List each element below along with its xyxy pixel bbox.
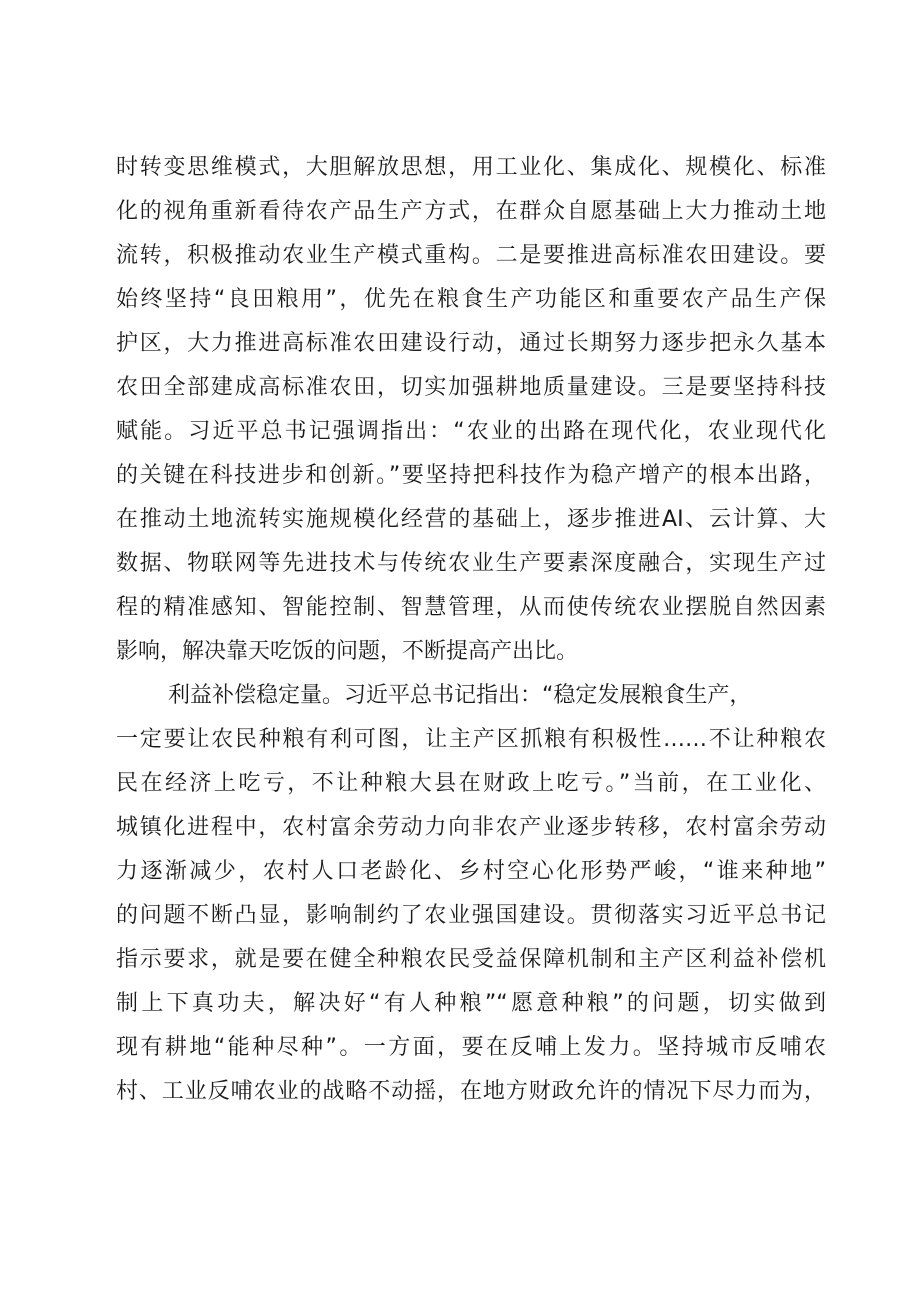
paragraph-line: 一定要让农民种粮有利可图，让主产区抓粮有积极性……不让种粮农	[116, 727, 826, 752]
paragraph-line: 时转变思维模式，大胆解放思想，用工业化、集成化、规模化、标准	[116, 155, 826, 180]
paragraph-line: 数据、物联网等先进技术与传统农业生产要素深度融合，实现生产过	[116, 551, 826, 576]
paragraph-line: 制上下真功夫，解决好“有人种粮”“愿意种粮”的问题，切实做到	[116, 991, 826, 1016]
paragraph-line: 流转，积极推动农业生产模式重构。二是要推进高标准农田建设。要	[116, 243, 826, 268]
paragraph-line: 的问题不断凸显，影响制约了农业强国建设。贯彻落实习近平总书记	[116, 903, 826, 928]
paragraph-line: 赋能。习近平总书记强调指出：“农业的出路在现代化，农业现代化	[116, 419, 826, 444]
paragraph-line: 力逐渐减少，农村人口老龄化、乡村空心化形势严峻，“谁来种地”	[116, 859, 826, 884]
paragraph-line: 始终坚持“良田粮用”，优先在粮食生产功能区和重要农产品生产保	[116, 287, 826, 312]
paragraph-line: 利益补偿稳定量。习近平总书记指出：“稳定发展粮食生产，	[168, 683, 752, 708]
paragraph-line: 现有耕地“能种尽种”。一方面，要在反哺上发力。坚持城市反哺农	[116, 1035, 826, 1060]
paragraph-line: 指示要求，就是要在健全种粮农民受益保障机制和主产区利益补偿机	[116, 947, 826, 972]
paragraph-line: 民在经济上吃亏，不让种粮大县在财政上吃亏。”当前，在工业化、	[116, 771, 826, 796]
paragraph-line: 农田全部建成高标准农田，切实加强耕地质量建设。三是要坚持科技	[116, 375, 826, 400]
paragraph-1	[116, 146, 826, 674]
paragraph-line: 程的精准感知、智能控制、智慧管理，从而使传统农业摆脱自然因素	[116, 595, 826, 620]
paragraph-line: 化的视角重新看待农产品生产方式，在群众自愿基础上大力推动土地	[116, 199, 826, 224]
paragraph-line: 的关键在科技进步和创新。”要坚持把科技作为稳产增产的根本出路，	[116, 463, 826, 488]
paragraph-2	[116, 674, 826, 1114]
paragraph-line: 城镇化进程中，农村富余劳动力向非农产业逐步转移，农村富余劳动	[116, 815, 826, 840]
paragraph-line: 在推动土地流转实施规模化经营的基础上，逐步推进AI、云计算、大	[116, 507, 826, 532]
paragraph-line: 护区，大力推进高标准农田建设行动，通过长期努力逐步把永久基本	[116, 331, 826, 356]
paragraph-line: 影响，解决靠天吃饭的问题，不断提高产出比。	[116, 639, 579, 664]
paragraph-line: 村、工业反哺农业的战略不动摇，在地方财政允许的情况下尽力而为，	[116, 1079, 826, 1104]
